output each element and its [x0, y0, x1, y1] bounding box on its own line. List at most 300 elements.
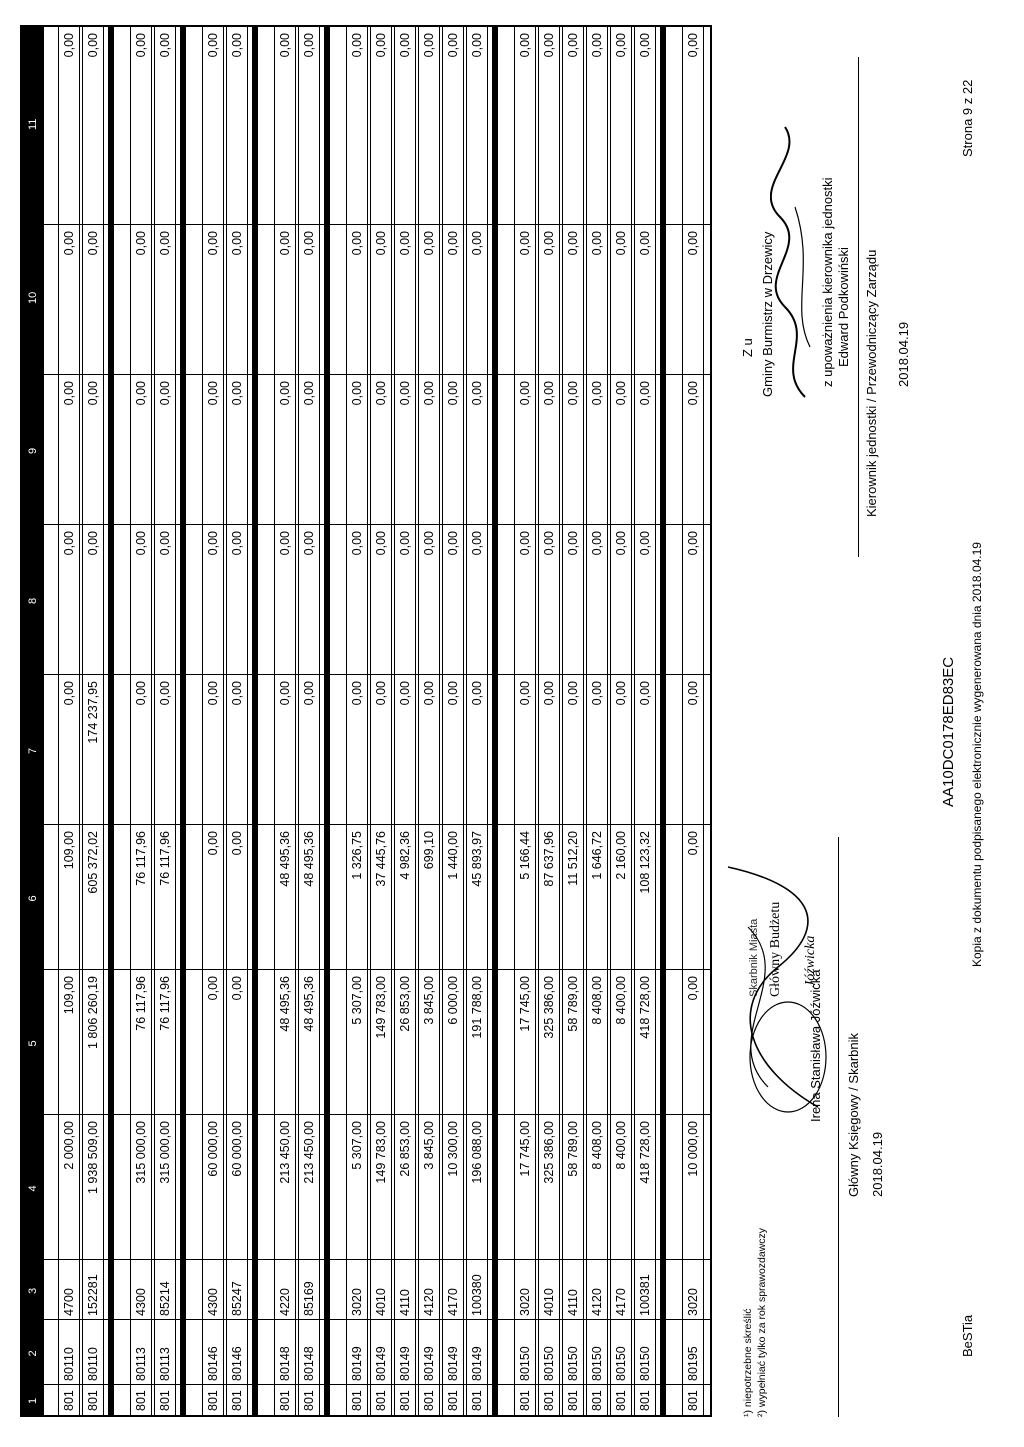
left-signature	[708, 847, 838, 1127]
table-row	[514, 27, 536, 1415]
table-row	[58, 27, 80, 1415]
group-separator	[180, 27, 186, 1415]
header-col-11: 11	[27, 118, 39, 130]
table-cell: 0,00	[206, 381, 220, 406]
table-cell: 0,00	[374, 381, 388, 406]
table-cell: 80148	[278, 1346, 292, 1381]
table-cell: 26 853,00	[398, 1121, 412, 1177]
table-cell: 0,00	[470, 33, 484, 58]
table-cell: 0,00	[230, 681, 244, 706]
table-cell: 4110	[398, 1289, 412, 1316]
table-cell: 109,00	[62, 976, 76, 1015]
table-cell: 801	[638, 1390, 652, 1411]
table-cell: 0,00	[686, 531, 700, 556]
table-cell: 0,00	[398, 231, 412, 256]
table-cell: 4170	[614, 1288, 628, 1316]
table-cell: 0,00	[686, 33, 700, 58]
table-cell: 0,00	[398, 381, 412, 406]
header-col-9: 9	[27, 447, 39, 454]
table-cell: 315 000,00	[158, 1121, 172, 1184]
table-cell: 0,00	[350, 231, 364, 256]
table-cell: 80149	[374, 1346, 388, 1381]
table-cell: 801	[302, 1390, 316, 1411]
table-cell: 801	[86, 1390, 100, 1411]
table-cell: 0,00	[446, 531, 460, 556]
table-cell: 87 637,96	[542, 831, 556, 887]
table-cell: 0,00	[158, 33, 172, 58]
table-cell: 0,00	[86, 33, 100, 58]
table-cell: 0,00	[566, 381, 580, 406]
table-cell: 8 400,00	[614, 1121, 628, 1170]
left-signer-name: Irena Stanisława Jóźwicka	[808, 969, 823, 1122]
table-cell: 0,00	[542, 381, 556, 406]
table-cell: 80149	[446, 1346, 460, 1381]
table-cell: 0,00	[374, 33, 388, 58]
table-cell: 801	[614, 1390, 628, 1411]
table-cell: 2 000,00	[62, 1121, 76, 1170]
table-cell: 801	[278, 1390, 292, 1411]
left-sig-line	[838, 837, 839, 1417]
table-cell: 80146	[206, 1346, 220, 1381]
table-cell: 58 789,00	[566, 976, 580, 1032]
table-cell: 0,00	[614, 33, 628, 58]
table-cell: 48 495,36	[302, 976, 316, 1032]
table-cell: 2 160,00	[614, 831, 628, 880]
table-cell: 0,00	[518, 231, 532, 256]
table-cell: 0,00	[86, 231, 100, 256]
table-cell: 0,00	[590, 381, 604, 406]
table-cell: 85247	[230, 1281, 244, 1316]
right-authority-line: z upoważnienia kierownika jednostki	[820, 177, 835, 387]
table-cell: 80150	[590, 1346, 604, 1381]
table-cell: 80150	[542, 1346, 556, 1381]
table-cell: 80113	[134, 1347, 148, 1381]
table-row	[586, 27, 608, 1415]
table-cell: 0,00	[590, 531, 604, 556]
table-cell: 801	[206, 1390, 220, 1411]
table-cell: 80113	[158, 1347, 172, 1381]
table-cell: 0,00	[422, 381, 436, 406]
table-cell: 0,00	[398, 681, 412, 706]
table-cell: 8 408,00	[590, 976, 604, 1025]
table-cell: 0,00	[350, 531, 364, 556]
table-cell: 0,00	[230, 231, 244, 256]
header-col-1: 1	[27, 1397, 39, 1404]
table-cell: 801	[158, 1390, 172, 1411]
table-cell: 0,00	[134, 231, 148, 256]
table-cell: 26 853,00	[398, 976, 412, 1032]
table-cell: 60 000,00	[230, 1121, 244, 1177]
table-cell: 17 745,00	[518, 1121, 532, 1177]
footer-copy-note: Kopia z dokumentu podpisanego elektronicznie wygenerowana dnia 2018.04.19	[970, 542, 984, 967]
right-stamp-1: Z u	[740, 338, 755, 357]
table-cell: 4110	[566, 1289, 580, 1316]
table-cell: 48 495,36	[278, 831, 292, 887]
table-cell: 418 728,00	[638, 1121, 652, 1184]
table-cell: 0,00	[518, 531, 532, 556]
footer-code: AA10DC0178ED83EC	[940, 656, 957, 807]
table-cell: 80150	[638, 1346, 652, 1381]
table-cell: 174 237,95	[86, 681, 100, 744]
table-cell: 152281	[86, 1274, 100, 1316]
left-stamp-3: Jóźwicka	[803, 935, 818, 987]
table-cell: 4010	[374, 1288, 388, 1316]
table-cell: 0,00	[470, 531, 484, 556]
table-cell: 76 117,96	[158, 976, 172, 1031]
table-row	[394, 27, 416, 1415]
column-divider	[22, 674, 710, 675]
table-cell: 801	[374, 1390, 388, 1411]
table-cell: 48 495,36	[302, 831, 316, 887]
footnote-1: ¹) niepotrzebne skreślić	[742, 1308, 754, 1417]
table-cell: 149 783,00	[374, 1121, 388, 1184]
table-cell: 80195	[686, 1346, 700, 1381]
table-cell: 0,00	[638, 33, 652, 58]
table-cell: 80150	[614, 1346, 628, 1381]
table-cell: 0,00	[446, 381, 460, 406]
column-divider	[22, 1384, 710, 1385]
table-cell: 0,00	[62, 231, 76, 256]
group-separator	[660, 27, 666, 1415]
table-cell: 801	[134, 1390, 148, 1411]
table-cell: 0,00	[422, 531, 436, 556]
table-cell: 0,00	[518, 33, 532, 58]
table-cell: 0,00	[686, 381, 700, 406]
table-cell: 1 646,72	[590, 831, 604, 880]
table-cell: 801	[62, 1390, 76, 1411]
table-cell: 0,00	[374, 681, 388, 706]
table-cell: 0,00	[518, 381, 532, 406]
table-cell: 699,10	[422, 831, 436, 870]
table-cell: 0,00	[542, 231, 556, 256]
table-cell: 0,00	[158, 231, 172, 256]
table-cell: 0,00	[566, 231, 580, 256]
table-cell: 0,00	[158, 381, 172, 406]
table-cell: 0,00	[590, 231, 604, 256]
table-cell: 0,00	[62, 531, 76, 556]
table-cell: 0,00	[230, 381, 244, 406]
column-divider	[22, 1114, 710, 1115]
table-cell: 0,00	[278, 33, 292, 58]
group-separator	[324, 27, 330, 1415]
table-cell: 0,00	[278, 381, 292, 406]
table-cell: 0,00	[302, 231, 316, 256]
table-cell: 10 300,00	[446, 1121, 460, 1177]
table-row	[82, 27, 104, 1415]
table-cell: 0,00	[686, 976, 700, 1001]
table-row	[610, 27, 632, 1415]
table-cell: 325 386,00	[542, 1121, 556, 1184]
table-cell: 80149	[422, 1346, 436, 1381]
right-sig-line	[858, 57, 859, 557]
table-cell: 0,00	[350, 681, 364, 706]
table-row	[298, 27, 320, 1415]
table-cell: 37 445,76	[374, 831, 388, 887]
table-cell: 801	[566, 1390, 580, 1411]
table-cell: 801	[686, 1390, 700, 1411]
header-col-4: 4	[27, 1185, 39, 1192]
group-separator	[252, 27, 258, 1415]
header-col-2: 2	[27, 1350, 39, 1357]
table-row	[154, 27, 176, 1415]
table-cell: 0,00	[446, 681, 460, 706]
table-cell: 801	[446, 1390, 460, 1411]
table-cell: 3020	[350, 1288, 364, 1316]
table-cell: 0,00	[134, 531, 148, 556]
table-cell: 3020	[518, 1288, 532, 1316]
column-divider	[22, 1259, 710, 1260]
table-cell: 0,00	[542, 681, 556, 706]
table-cell: 213 450,00	[278, 1121, 292, 1184]
right-signer-name: Edward Podkowiński	[836, 247, 851, 367]
table-cell: 0,00	[638, 531, 652, 556]
table-cell: 4300	[206, 1288, 220, 1316]
header-col-7: 7	[27, 747, 39, 754]
table-cell: 0,00	[446, 231, 460, 256]
table-cell: 191 788,00	[470, 976, 484, 1039]
table-cell: 0,00	[566, 33, 580, 58]
header-col-8: 8	[27, 597, 39, 604]
table-cell: 0,00	[542, 33, 556, 58]
left-signer-date: 2018.04.19	[870, 1131, 885, 1197]
table-cell: 0,00	[542, 531, 556, 556]
table-cell: 0,00	[206, 976, 220, 1001]
table-cell: 80150	[518, 1346, 532, 1381]
table-cell: 0,00	[374, 531, 388, 556]
table-cell: 4010	[542, 1288, 556, 1316]
left-signer-role: Główny Księgowy / Skarbnik	[846, 1032, 861, 1197]
header-col-10: 10	[27, 291, 39, 304]
table-cell: 80146	[230, 1346, 244, 1381]
table-cell: 0,00	[638, 681, 652, 706]
table-cell: 0,00	[686, 681, 700, 706]
table-cell: 80148	[302, 1346, 316, 1381]
footer-page-number: Strona 9 z 22	[960, 79, 975, 157]
table-cell: 76 117,96	[158, 831, 172, 886]
table-cell: 801	[590, 1390, 604, 1411]
table-cell: 0,00	[134, 381, 148, 406]
table-cell: 0,00	[86, 381, 100, 406]
table-cell: 213 450,00	[302, 1121, 316, 1184]
table-cell: 80110	[62, 1347, 76, 1381]
table-cell: 0,00	[230, 831, 244, 856]
table-cell: 0,00	[590, 681, 604, 706]
header-col-5: 5	[27, 1040, 39, 1047]
table-cell: 315 000,00	[134, 1121, 148, 1184]
table-cell: 0,00	[638, 381, 652, 406]
table-cell: 0,00	[350, 381, 364, 406]
table-cell: 0,00	[134, 33, 148, 58]
right-signature	[770, 117, 820, 407]
table-cell: 11 512,20	[566, 831, 580, 886]
table-cell: 0,00	[614, 381, 628, 406]
column-divider	[22, 524, 710, 525]
right-stamp-2: Gminy Burmistrz w Drzewicy	[760, 231, 775, 397]
right-signer-date: 2018.04.19	[896, 321, 911, 387]
table-cell: 4120	[590, 1288, 604, 1316]
table-cell: 0,00	[302, 681, 316, 706]
table-cell: 109,00	[62, 831, 76, 870]
table-cell: 0,00	[206, 831, 220, 856]
table-cell: 0,00	[206, 231, 220, 256]
table-row	[442, 27, 464, 1415]
table-cell: 4 982,36	[398, 831, 412, 880]
table-cell: 149 783,00	[374, 976, 388, 1039]
table-cell: 0,00	[422, 681, 436, 706]
table-cell: 1 326,75	[350, 831, 364, 880]
table-cell: 0,00	[614, 531, 628, 556]
table-cell: 17 745,00	[518, 976, 532, 1032]
table-cell: 80149	[470, 1346, 484, 1381]
table-cell: 0,00	[566, 681, 580, 706]
table-cell: 0,00	[230, 976, 244, 1001]
table-cell: 0,00	[158, 531, 172, 556]
footnote-2: ²) wypełniać tylko za rok sprawozdawczy	[756, 1227, 768, 1417]
table-cell: 0,00	[470, 681, 484, 706]
table-row	[634, 27, 656, 1415]
table-cell: 801	[230, 1390, 244, 1411]
table-cell: 48 495,36	[278, 976, 292, 1032]
table-cell: 100381	[638, 1274, 652, 1316]
table-cell: 0,00	[62, 33, 76, 58]
table-cell: 58 789,00	[566, 1121, 580, 1177]
table-cell: 85214	[158, 1281, 172, 1316]
table-cell: 100380	[470, 1274, 484, 1316]
column-divider	[22, 374, 710, 375]
table-cell: 801	[422, 1390, 436, 1411]
table-cell: 76 117,96	[134, 976, 148, 1031]
group-separator	[108, 27, 114, 1415]
table-cell: 4220	[278, 1288, 292, 1316]
table-cell: 4700	[62, 1288, 76, 1316]
table-cell: 3 845,00	[422, 1121, 436, 1170]
table-cell: 0,00	[302, 33, 316, 58]
left-stamp-1: Skarbnik Miasta	[748, 918, 760, 997]
table-cell: 325 386,00	[542, 976, 556, 1039]
table-cell: 0,00	[686, 231, 700, 256]
table-cell: 0,00	[470, 231, 484, 256]
table-cell: 6 000,00	[446, 976, 460, 1025]
column-divider	[22, 824, 710, 825]
table-cell: 0,00	[230, 33, 244, 58]
table-cell: 0,00	[350, 33, 364, 58]
table-cell: 418 728,00	[638, 976, 652, 1039]
table-cell: 0,00	[614, 681, 628, 706]
data-table	[20, 25, 712, 1417]
table-cell: 0,00	[686, 831, 700, 856]
table-cell: 3 845,00	[422, 976, 436, 1025]
table-cell: 0,00	[134, 681, 148, 706]
table-cell: 0,00	[398, 33, 412, 58]
table-cell: 0,00	[278, 531, 292, 556]
header-col-3: 3	[27, 1287, 39, 1294]
table-cell: 801	[518, 1390, 532, 1411]
column-divider	[22, 224, 710, 225]
table-cell: 4120	[422, 1288, 436, 1316]
table-row	[682, 27, 704, 1415]
table-cell: 0,00	[206, 531, 220, 556]
table-row	[562, 27, 584, 1415]
table-cell: 0,00	[278, 681, 292, 706]
table-row	[418, 27, 440, 1415]
table-row	[370, 27, 392, 1415]
table-cell: 0,00	[206, 33, 220, 58]
table-cell: 0,00	[230, 531, 244, 556]
table-cell: 80149	[350, 1346, 364, 1381]
table-cell: 85169	[302, 1281, 316, 1316]
table-cell: 8 400,00	[614, 976, 628, 1025]
table-cell: 0,00	[206, 681, 220, 706]
table-cell: 1 938 509,00	[86, 1121, 100, 1194]
table-cell: 801	[542, 1390, 556, 1411]
table-cell: 45 893,97	[470, 831, 484, 887]
table-cell: 76 117,96	[134, 831, 148, 886]
footer-app: BeSTia	[960, 1314, 975, 1357]
table-cell: 0,00	[62, 681, 76, 706]
table-cell: 0,00	[422, 33, 436, 58]
left-stamp-2: Główny Budżetu	[768, 901, 783, 997]
table-cell: 0,00	[518, 681, 532, 706]
table-cell: 10 000,00	[686, 1121, 700, 1177]
table-cell: 0,00	[62, 381, 76, 406]
table-cell: 801	[470, 1390, 484, 1411]
column-divider	[22, 969, 710, 970]
table-cell: 0,00	[374, 231, 388, 256]
table-cell: 0,00	[446, 33, 460, 58]
table-cell: 0,00	[158, 681, 172, 706]
table-cell: 80149	[398, 1346, 412, 1381]
table-cell: 0,00	[398, 531, 412, 556]
right-signer-role: Kierownik jednostki / Przewodniczący Zarządu	[864, 249, 879, 517]
table-cell: 1 806 260,19	[86, 976, 100, 1049]
table-cell: 0,00	[86, 531, 100, 556]
table-cell: 0,00	[422, 231, 436, 256]
table-cell: 0,00	[278, 231, 292, 256]
table-cell: 4300	[134, 1288, 148, 1316]
table-cell: 0,00	[614, 231, 628, 256]
table-cell: 5 166,44	[518, 831, 532, 880]
table-cell: 0,00	[638, 231, 652, 256]
table-cell: 0,00	[566, 531, 580, 556]
column-divider	[22, 1319, 710, 1320]
table-cell: 196 088,00	[470, 1121, 484, 1184]
table-row	[130, 27, 152, 1415]
table-cell: 4170	[446, 1288, 460, 1316]
table-cell: 5 307,00	[350, 1121, 364, 1170]
table-cell: 3020	[686, 1288, 700, 1316]
table-cell: 0,00	[590, 33, 604, 58]
table-cell: 80150	[566, 1346, 580, 1381]
table-row	[274, 27, 296, 1415]
table-cell: 801	[398, 1390, 412, 1411]
header-col-6: 6	[27, 895, 39, 902]
table-cell: 5 307,00	[350, 976, 364, 1025]
table-cell: 1 440,00	[446, 831, 460, 880]
group-separator	[492, 27, 498, 1415]
table-cell: 108 123,32	[638, 831, 652, 894]
table-row	[538, 27, 560, 1415]
table-cell: 8 408,00	[590, 1121, 604, 1170]
table-row	[226, 27, 248, 1415]
table-cell: 801	[350, 1390, 364, 1411]
table-cell: 60 000,00	[206, 1121, 220, 1177]
table-cell: 80110	[86, 1347, 100, 1381]
table-row	[466, 27, 488, 1415]
table-row	[202, 27, 224, 1415]
table-cell: 605 372,02	[86, 831, 100, 894]
table-cell: 0,00	[302, 381, 316, 406]
table-row	[346, 27, 368, 1415]
